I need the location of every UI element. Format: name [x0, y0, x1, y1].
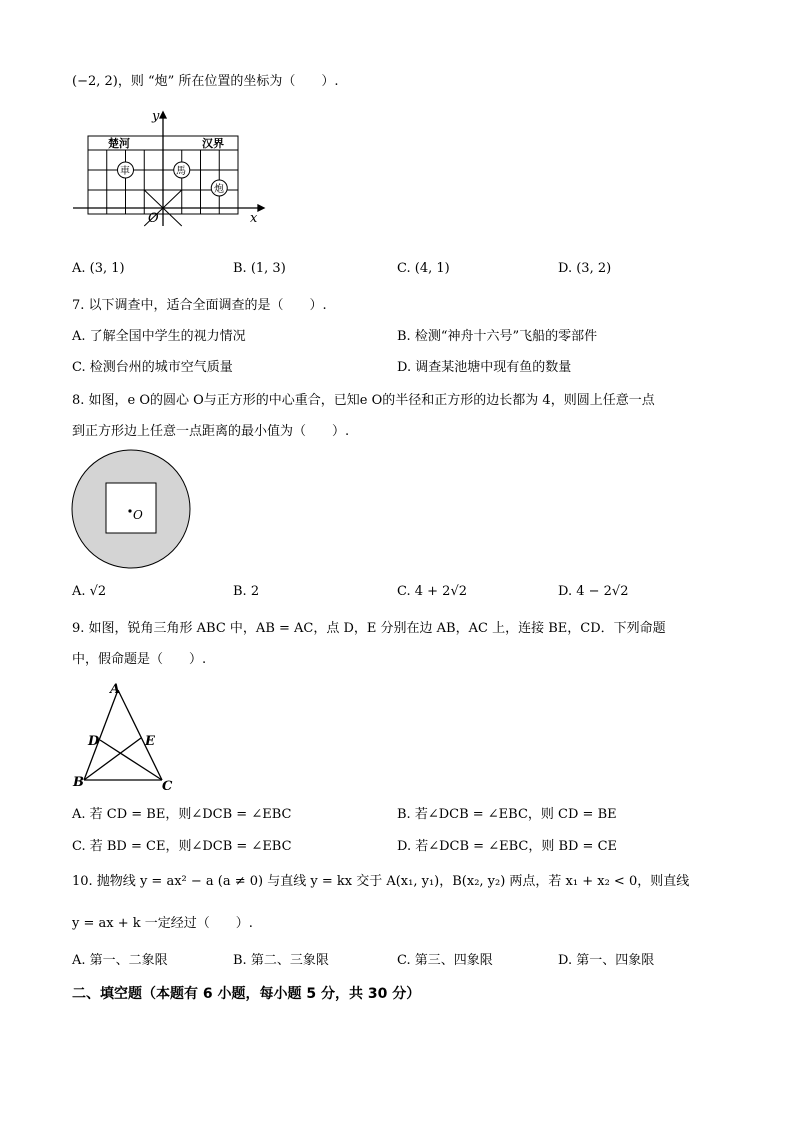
q9-line1: 9. 如图，锐角三角形 ABC 中，AB = AC，点 D，E 分别在边 AB，AC 上，连接 BE，CD．下列命题 — [72, 621, 666, 636]
piece-chariot — [118, 162, 134, 178]
svg-text:馬: 馬 — [176, 166, 186, 177]
q10-option-b: B. 第二、三象限 — [233, 953, 329, 968]
river-label-left: 楚河 — [108, 137, 130, 150]
x-axis-label: x — [250, 211, 258, 226]
q8-line2: 到正方形边上任意一点距离的最小值为（ ）. — [72, 424, 350, 439]
q6-option-c: C. (4, 1) — [397, 261, 450, 276]
q9-option-b: B. 若∠DCB = ∠EBC，则 CD = BE — [397, 807, 617, 822]
origin-label: O — [148, 211, 159, 226]
q7-option-c: C. 检测台州的城市空气质量 — [72, 360, 233, 375]
y-axis-label: y — [152, 109, 160, 124]
q9-line2: 中，假命题是（ ）. — [72, 652, 207, 667]
center-label: O — [133, 508, 143, 522]
q10-option-c: C. 第三、四象限 — [397, 953, 493, 968]
chess-board-figure — [68, 108, 278, 228]
q10-option-a: A. 第一、二象限 — [72, 953, 168, 968]
q6-option-b: B. (1, 3) — [233, 261, 286, 276]
q6-intro: (−2, 2)，则 “炮” 所在位置的坐标为（ ）. — [72, 74, 339, 89]
q8-line1: 8. 如图，e O的圆心 O与正方形的中心重合，已知e O的半径和正方形的边长都为 4，则圆上任意一点 — [72, 393, 655, 408]
vertex-b: B — [73, 775, 84, 790]
q6-option-d: D. (3, 2) — [558, 261, 612, 276]
triangle-figure — [70, 680, 180, 792]
q6-option-a: A. (3, 1) — [72, 261, 125, 276]
q9-option-a: A. 若 CD = BE，则∠DCB = ∠EBC — [72, 807, 292, 822]
vertex-a: A — [110, 682, 121, 697]
q8-option-c: C. 4 + 2√2 — [397, 584, 468, 599]
svg-text:車: 車 — [120, 166, 130, 177]
q7-option-d: D. 调查某池塘中现有鱼的数量 — [397, 360, 572, 375]
q7-stem: 7. 以下调查中，适合全面调查的是（ ）. — [72, 298, 327, 313]
q7-option-b: B. 检测“神舟十六号”飞船的零部件 — [397, 329, 598, 344]
q9-option-d: D. 若∠DCB = ∠EBC，则 BD = CE — [397, 839, 618, 854]
q10-line2: y = ax + k 一定经过（ ）. — [72, 916, 253, 931]
piece-horse — [174, 162, 190, 178]
svg-text:炮: 炮 — [214, 184, 224, 195]
section-2-heading: 二、填空题（本题有 6 小题，每小题 5 分，共 30 分） — [72, 986, 421, 1002]
circle-square-figure — [69, 447, 193, 571]
q8-option-a: A. √2 — [72, 584, 107, 599]
q8-option-b: B. 2 — [233, 584, 260, 599]
q7-option-a: A. 了解全国中学生的视力情况 — [72, 329, 246, 344]
vertex-c: C — [162, 779, 173, 792]
vertex-e: E — [145, 734, 155, 749]
q9-option-c: C. 若 BD = CE，则∠DCB = ∠EBC — [72, 839, 292, 854]
river-label-right: 汉界 — [202, 137, 224, 150]
q10-line1: 10. 抛物线 y = ax² − a (a ≠ 0) 与直线 y = kx 交于 A(x₁, y₁)，B(x₂, y₂) 两点，若 x₁ + x₂ < 0，则直线 — [72, 874, 690, 889]
q8-option-d: D. 4 − 2√2 — [558, 584, 629, 599]
piece-cannon — [211, 180, 227, 196]
vertex-d: D — [88, 734, 100, 749]
q10-option-d: D. 第一、四象限 — [558, 953, 655, 968]
